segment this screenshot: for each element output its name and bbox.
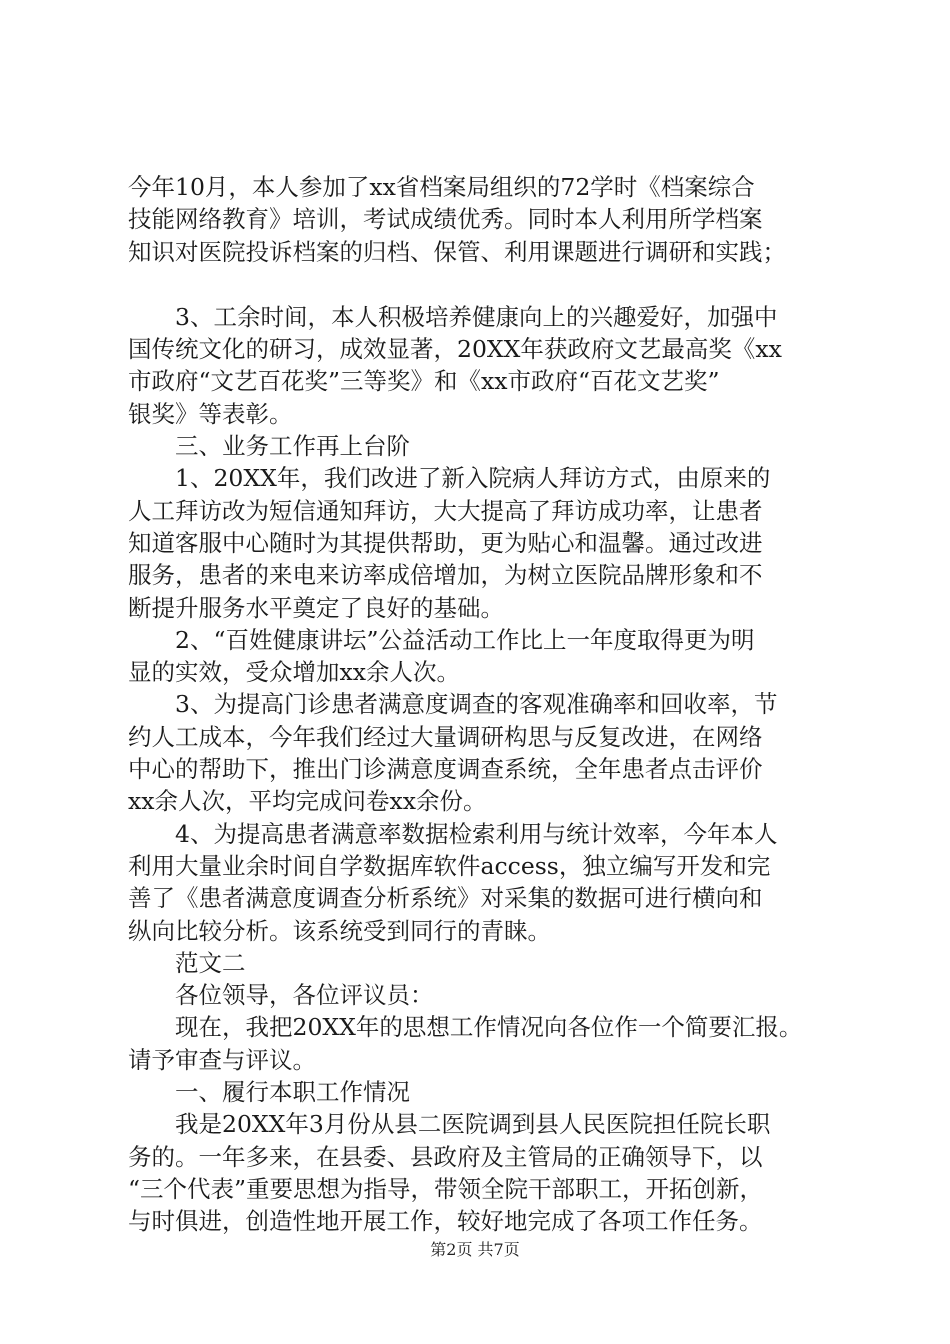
text-line: 显的实效，受众增加xx余人次。 (128, 658, 461, 687)
text-line: 国传统文化的研习，成效显著，20XX年获政府文艺最高奖《xx (128, 335, 782, 364)
text-line: 银奖》等表彰。 (128, 399, 293, 428)
text-line: 知识对医院投诉档案的归档、保管、利用课题进行调研和实践； (128, 237, 786, 266)
text-line: 知道客服中心随时为其提供帮助，更为贴心和温馨。通过改进 (128, 528, 763, 557)
text-line: 人工拜访改为短信通知拜访，大大提高了拜访成功率，让患者 (128, 496, 763, 525)
text-line: 纵向比较分析。该系统受到同行的青睐。 (128, 916, 551, 945)
text-line: 断提升服务水平奠定了良好的基础。 (128, 593, 504, 622)
paragraph-gap (128, 268, 838, 301)
page-number: 第2页 共7页 (430, 1240, 520, 1259)
text-line: 请予审查与评议。 (128, 1045, 316, 1074)
section-heading: 范文二 (175, 948, 246, 977)
text-line: 与时俱进，创造性地开展工作，较好地完成了各项工作任务。 (128, 1207, 763, 1236)
text-line: 善了《患者满意度调查分析系统》对采集的数据可进行横向和 (128, 884, 763, 913)
text-line: 服务，患者的来电来访率成倍增加，为树立医院品牌形象和不 (128, 561, 763, 590)
text-line: 1、20XX年，我们改进了新入院病人拜访方式，由原来的 (175, 464, 771, 493)
text-line: 务的。一年多来，在县委、县政府及主管局的正确领导下，以 (128, 1142, 763, 1171)
text-line: 2、“百姓健康讲坛”公益活动工作比上一年度取得更为明 (175, 625, 755, 654)
document-body (128, 171, 838, 1238)
text-line: 现在，我把20XX年的思想工作情况向各位作一个简要汇报。 (175, 1013, 803, 1042)
text-line: 技能网络教育》培训，考试成绩优秀。同时本人利用所学档案 (128, 205, 763, 234)
text-line: 今年10月，本人参加了xx省档案局组织的72学时《档案综合 (128, 173, 755, 201)
text-line: 我是20XX年3月份从县二医院调到县人民医院担任院长职 (175, 1110, 771, 1139)
section-heading: 三、业务工作再上台阶 (175, 432, 410, 461)
text-line: 利用大量业余时间自学数据库软件access，独立编写开发和完 (128, 851, 771, 880)
section-heading: 一、履行本职工作情况 (175, 1078, 410, 1107)
salutation: 各位领导，各位评议员： (175, 981, 434, 1010)
text-line: xx余人次，平均完成问卷xx余份。 (128, 787, 487, 816)
text-line: “三个代表”重要思想为指导，带领全院干部职工，开拓创新， (128, 1174, 764, 1203)
text-line: 3、为提高门诊患者满意度调查的客观准确率和回收率，节 (175, 690, 778, 719)
text-line: 中心的帮助下，推出门诊满意度调查系统，全年患者点击评价 (128, 755, 763, 784)
text-line: 3、工余时间，本人积极培养健康向上的兴趣爱好，加强中 (175, 302, 778, 331)
text-line: 4、为提高患者满意率数据检索利用与统计效率，今年本人 (175, 819, 778, 848)
text-line: 约人工成本，今年我们经过大量调研构思与反复改进，在网络 (128, 722, 763, 751)
text-line: 市政府“文艺百花奖”三等奖》和《xx市政府“百花文艺奖” (128, 367, 720, 396)
